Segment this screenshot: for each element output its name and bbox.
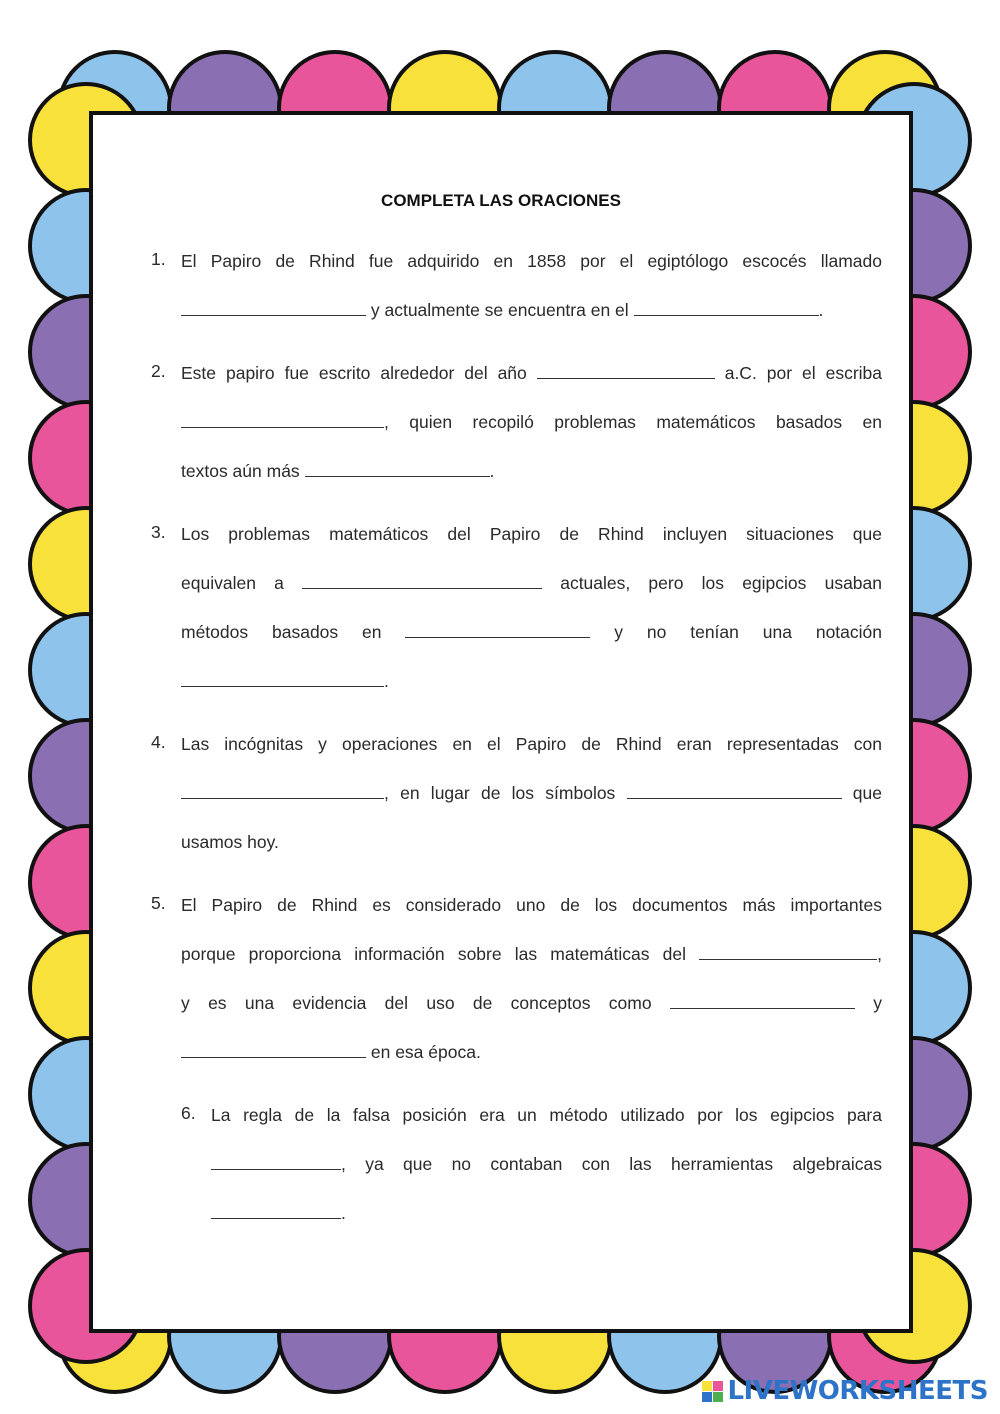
logo-squares-icon bbox=[702, 1381, 723, 1402]
question-line: Las incógnitas y operaciones en el Papiro de Rhind eran representadas con bbox=[181, 734, 882, 754]
question-number: 1. bbox=[151, 249, 166, 269]
question-line: El Papiro de Rhind es considerado uno de los documentos más importantes bbox=[181, 895, 882, 915]
answer-blank[interactable] bbox=[537, 362, 715, 379]
question-line: usamos hoy. bbox=[181, 832, 279, 852]
question-line: Los problemas matemáticos del Papiro de Rhind incluyen situaciones que bbox=[181, 524, 882, 544]
answer-blank[interactable] bbox=[699, 943, 877, 960]
worksheet-page bbox=[89, 111, 913, 1333]
question-line: Este papiro fue escrito alrededor del año a.C. por el escriba bbox=[181, 363, 883, 383]
answer-blank[interactable] bbox=[305, 460, 490, 477]
question-line: , en lugar de los símbolos que bbox=[181, 781, 882, 830]
answer-blank[interactable] bbox=[302, 572, 542, 589]
liveworksheets-logo bbox=[702, 1376, 988, 1406]
question-line: textos aún más . bbox=[181, 461, 495, 481]
question-line: en esa época. bbox=[181, 1040, 882, 1089]
question-line: La regla de la falsa posición era un método utilizado por los egipcios para bbox=[211, 1105, 882, 1125]
answer-blank[interactable] bbox=[627, 782, 842, 799]
answer-blank[interactable] bbox=[181, 411, 384, 428]
answer-blank[interactable] bbox=[211, 1202, 341, 1219]
worksheet-title: COMPLETA LAS ORACIONES bbox=[381, 191, 621, 210]
question-number: 4. bbox=[151, 732, 166, 752]
answer-blank[interactable] bbox=[181, 782, 384, 799]
question-number: 2. bbox=[151, 361, 166, 381]
answer-blank[interactable] bbox=[670, 992, 855, 1009]
question-line: equivalen a actuales, pero los egipcios usaban bbox=[181, 573, 882, 593]
answer-blank[interactable] bbox=[181, 1041, 366, 1058]
question-line: y es una evidencia del uso de conceptos como y bbox=[181, 993, 882, 1013]
answer-blank[interactable] bbox=[634, 299, 819, 316]
question-line: , ya que no contaban con las herramientas algebraicas bbox=[211, 1152, 882, 1201]
question-number: 6. bbox=[181, 1103, 196, 1123]
question-line: El Papiro de Rhind fue adquirido en 1858 por el egiptólogo escocés llamado bbox=[181, 251, 882, 271]
question-line: , quien recopiló problemas matemáticos basados en bbox=[181, 410, 882, 459]
question-line: métodos basados en y no tenían una notación bbox=[181, 622, 883, 642]
question-line: porque proporciona información sobre las matemáticas del , bbox=[181, 944, 882, 964]
question-number: 5. bbox=[151, 893, 166, 913]
question-line: y actualmente se encuentra en el . bbox=[181, 298, 882, 347]
answer-blank[interactable] bbox=[181, 299, 366, 316]
answer-blank[interactable] bbox=[405, 621, 590, 638]
question-line: . bbox=[181, 669, 882, 718]
question-number: 3. bbox=[151, 522, 166, 542]
question-line: . bbox=[211, 1201, 882, 1250]
watermark-text: LIVEWORKSHEETS bbox=[727, 1376, 988, 1406]
answer-blank[interactable] bbox=[211, 1153, 341, 1170]
answer-blank[interactable] bbox=[181, 670, 384, 687]
